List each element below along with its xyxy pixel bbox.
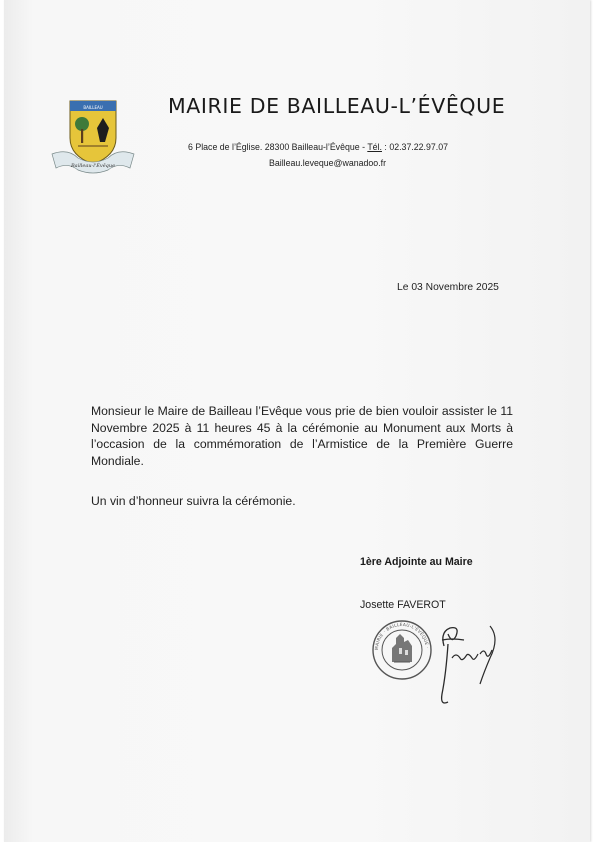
page-title: MAIRIE DE BAILLEAU-L’ÉVÊQUE	[168, 94, 506, 118]
signatory-name: Josette FAVEROT	[360, 599, 446, 611]
address-text: 6 Place de l’Église. 28300 Bailleau-l’Évêque -	[188, 142, 368, 152]
letter-page	[4, 0, 590, 842]
svg-text:BAILLEAU: BAILLEAU	[83, 105, 103, 110]
letter-date: Le 03 Novembre 2025	[397, 282, 499, 293]
address-line	[188, 142, 448, 152]
municipal-crest-logo	[48, 96, 138, 176]
crest-ribbon-text: Bailleau-l'Évêque	[70, 163, 116, 169]
signatory-role: 1ère Adjointe au Maire	[360, 556, 473, 568]
official-stamp	[370, 618, 434, 682]
letter-body: Monsieur le Maire de Bailleau l’Evêque vous prie de bien vouloir assister le 11 Novembre 2025 à 11 heures 45 à la cérémonie au Monument aux Morts à l’occasion de la commémoration de l’Armistice de la Première Guerre Mondiale.	[91, 404, 513, 468]
tel-number: : 02.37.22.97.07	[381, 142, 449, 152]
svg-text:MAIRIE · BAILLEAU-L'ÉVÊQUE ·: MAIRIE · BAILLEAU-L'ÉVÊQUE ·	[374, 622, 429, 651]
handwritten-signature	[430, 614, 502, 714]
closing-note: Un vin d’honneur suivra la cérémonie.	[91, 494, 296, 508]
email-address: Bailleau.leveque@wanadoo.fr	[269, 158, 387, 168]
tel-label: Tél.	[367, 142, 382, 152]
